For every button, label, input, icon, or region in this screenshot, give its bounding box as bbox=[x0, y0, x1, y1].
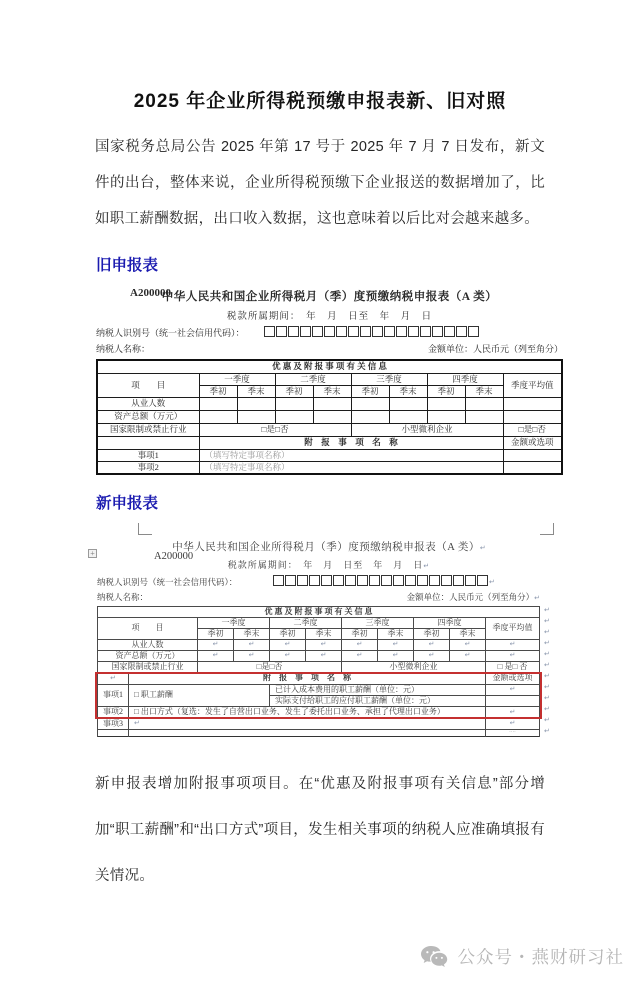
empty-cell: ↵ bbox=[486, 685, 540, 696]
item2-placeholder: （填写特定事项名称） bbox=[199, 461, 503, 474]
empty-cell: ↵ bbox=[486, 707, 540, 719]
item1-detail-costed-compensation: 已计入成本费用的职工薪酬（单位：元） bbox=[270, 685, 486, 696]
empty-cell: ↵ bbox=[270, 651, 306, 662]
table-section-header: 优 惠 及 附 报 事 项 有 关 信 息 bbox=[98, 607, 540, 618]
row-label-item1: 事项1 bbox=[97, 449, 199, 461]
return-mark: ↵ bbox=[423, 562, 431, 570]
col-header-q3: 三季度 bbox=[351, 373, 427, 385]
watermark-text: 公众号・燕财研习社 bbox=[457, 947, 624, 967]
restricted-yes-no-checkboxes: □是□否 bbox=[198, 662, 342, 673]
empty-cell: ↵ bbox=[98, 673, 129, 685]
restricted-yes-no-checkboxes: □是□否 bbox=[199, 423, 351, 436]
empty-cell: ↵ bbox=[378, 640, 414, 651]
row-label-item2: 事项2 bbox=[97, 461, 199, 474]
empty-cell bbox=[313, 397, 351, 410]
empty-cell: ↵ bbox=[342, 640, 378, 651]
unit-note: 金额单位：人民币元（列至角分） bbox=[427, 344, 563, 354]
col-subheader-begin: 季初 bbox=[351, 385, 389, 397]
cutoff-cell bbox=[98, 730, 129, 737]
old-form-table bbox=[96, 359, 563, 475]
col-subheader-begin: 季初 bbox=[199, 385, 237, 397]
period-text: 税款所属期间： 年 月 日至 年 月 日 bbox=[227, 560, 424, 570]
old-form-taxpayer-name-line bbox=[96, 342, 563, 355]
old-form-code: A200000 bbox=[130, 287, 171, 299]
new-form-title: 中华人民共和国企业所得税月（季）度预缴纳税申报表（A 类） bbox=[172, 542, 480, 553]
item1-placeholder: （填写特定事项名称） bbox=[199, 449, 503, 461]
return-mark: ↵ bbox=[534, 594, 540, 602]
empty-cell: ↵ bbox=[450, 640, 486, 651]
empty-cell bbox=[503, 461, 562, 474]
empty-cell bbox=[465, 410, 503, 423]
return-mark: ↵ bbox=[489, 577, 495, 586]
empty-cell bbox=[503, 449, 562, 461]
old-form-period-line: 税款所属期间： 年 月 日至 年 月 日 bbox=[226, 312, 433, 322]
appendix-header: 附 报 事 项 名 称 bbox=[199, 436, 503, 449]
empty-cell bbox=[237, 410, 275, 423]
empty-cell bbox=[427, 397, 465, 410]
empty-cell bbox=[97, 436, 199, 449]
row-label-employees: 从业人数 bbox=[98, 640, 198, 651]
taxpayer-id-boxes bbox=[264, 326, 480, 339]
row-label-restricted-industry: 国家限制或禁止行业 bbox=[97, 423, 199, 436]
empty-cell: ↵ bbox=[270, 640, 306, 651]
empty-cell: ↵ bbox=[306, 640, 342, 651]
new-form-code: A200000 bbox=[154, 551, 194, 562]
col-subheader-begin: 季初 bbox=[270, 629, 306, 640]
unit-note bbox=[407, 591, 540, 603]
empty-cell bbox=[427, 410, 465, 423]
unit-note-text: 金额单位：人民币元（列至角分） bbox=[406, 592, 535, 602]
empty-cell: ↵ bbox=[486, 651, 540, 662]
empty-cell: ↵ bbox=[414, 651, 450, 662]
row-label-assets: 资产总额（万元） bbox=[98, 651, 198, 662]
empty-cell: ↵ bbox=[234, 651, 270, 662]
col-header-quarter-average: 季度平均值 bbox=[503, 373, 562, 397]
empty-cell bbox=[237, 397, 275, 410]
col-header-amount-option: 金额或选项 bbox=[503, 436, 562, 449]
empty-cell bbox=[486, 696, 540, 707]
item1-name-employee-compensation: □ 职工薪酬 bbox=[129, 685, 270, 707]
empty-cell bbox=[275, 397, 313, 410]
appendix-header: 附 报 事 项 名 称 bbox=[129, 673, 486, 685]
small-micro-yes-no-checkboxes: □ 是□ 否 bbox=[486, 662, 540, 673]
old-form-header bbox=[96, 287, 563, 305]
item2-name-export-mode: □ 出口方式（复选：发生了自营出口业务、发生了委托出口业务、承担了代理出口业务） bbox=[129, 707, 486, 719]
page-crop-mark-left bbox=[138, 523, 152, 535]
empty-cell bbox=[313, 410, 351, 423]
empty-cell: ↵ bbox=[414, 640, 450, 651]
empty-cell bbox=[275, 410, 313, 423]
watermark-footer bbox=[420, 944, 625, 969]
old-form-taxpayer-id-line bbox=[96, 326, 563, 339]
col-header-q4: 四季度 bbox=[427, 373, 503, 385]
row-label-employees: 从业人数 bbox=[97, 397, 199, 410]
small-micro-yes-no-checkboxes: □是□否 bbox=[503, 423, 562, 436]
empty-cell: ↵ bbox=[198, 651, 234, 662]
wechat-icon bbox=[420, 945, 450, 969]
empty-cell bbox=[503, 397, 562, 410]
section-label-old-form: 旧申报表 bbox=[96, 257, 159, 274]
empty-cell: ↵ bbox=[342, 651, 378, 662]
col-header-item: 项 目 bbox=[98, 618, 198, 640]
col-header-item: 项 目 bbox=[97, 373, 199, 397]
item1-detail-paid-compensation: 实际支付给职工的应付职工薪酬（单位：元） bbox=[270, 696, 486, 707]
col-subheader-end: 季末 bbox=[450, 629, 486, 640]
return-mark: ↵ bbox=[479, 544, 486, 552]
taxpayer-name-label: 纳税人名称： bbox=[96, 344, 151, 354]
col-header-q1: 一季度 bbox=[198, 618, 270, 629]
new-form-table-area bbox=[97, 606, 550, 737]
col-subheader-begin: 季初 bbox=[342, 629, 378, 640]
col-header-q2: 二季度 bbox=[270, 618, 342, 629]
col-subheader-begin: 季初 bbox=[414, 629, 450, 640]
paragraph-mark-rail: ↵ ↵ ↵ ↵ ↵ ↵ ↵ ↵ ↵ ↵ ↵ ↵ bbox=[544, 606, 550, 735]
col-subheader-end: 季末 bbox=[306, 629, 342, 640]
new-form-header bbox=[88, 537, 570, 562]
new-form-table bbox=[97, 606, 540, 737]
col-subheader-end: 季末 bbox=[313, 385, 351, 397]
row-label-small-micro-enterprise: 小型微利企业 bbox=[351, 423, 503, 436]
row-label-assets: 资产总额（万元） bbox=[97, 410, 199, 423]
col-header-q1: 一季度 bbox=[199, 373, 275, 385]
new-form-taxpayer-id-line bbox=[97, 575, 570, 588]
col-subheader-begin: 季初 bbox=[198, 629, 234, 640]
row-label-item1: 事项1 bbox=[98, 685, 129, 707]
new-declaration-form bbox=[88, 523, 570, 737]
row-label-restricted-industry: 国家限制或禁止行业 bbox=[98, 662, 198, 673]
conclusion-paragraph: 新申报表增加附报事项项目。在“优惠及附报事项有关信息”部分增加“职工薪酬”和“出口方式”项目，发生相关事项的纳税人应准确填报有关情况。 bbox=[95, 776, 545, 884]
col-header-q3: 三季度 bbox=[342, 618, 414, 629]
col-header-quarter-average: 季度平均值 bbox=[486, 618, 540, 640]
empty-cell: ↵ bbox=[198, 640, 234, 651]
old-form-title: 中华人民共和国企业所得税月（季）度预缴纳税申报表（A 类） bbox=[161, 291, 498, 303]
empty-cell bbox=[199, 397, 237, 410]
intro-paragraph: 国家税务总局公告 2025 年第 17 号于 2025 年 7 月 7 日发布，新文件的出台，整体来说，企业所得税预缴下企业报送的数据增加了，比如职工薪酬数据，出口收入数据，这也意味着以后比对会越来越多。 bbox=[95, 139, 545, 227]
taxpayer-name-label: 纳税人名称： bbox=[97, 592, 149, 602]
empty-cell bbox=[351, 397, 389, 410]
col-subheader-end: 季末 bbox=[378, 629, 414, 640]
row-label-item3: 事项3 bbox=[98, 719, 129, 730]
page-title: 2025 年企业所得税预缴申报表新、旧对照 bbox=[133, 91, 507, 112]
old-declaration-form bbox=[96, 287, 563, 475]
table-move-handle-icon: + bbox=[88, 549, 97, 558]
page-crop-mark-right bbox=[540, 523, 554, 535]
col-header-q4: 四季度 bbox=[414, 618, 486, 629]
empty-cell: ↵ bbox=[486, 719, 540, 730]
empty-cell bbox=[351, 410, 389, 423]
col-header-amount-option: 金额或选项 bbox=[486, 673, 540, 685]
col-subheader-begin: 季初 bbox=[275, 385, 313, 397]
empty-cell bbox=[389, 410, 427, 423]
empty-cell bbox=[389, 397, 427, 410]
col-subheader-end: 季末 bbox=[234, 629, 270, 640]
cutoff-cell bbox=[129, 730, 486, 737]
row-label-small-micro-enterprise: 小型微利企业 bbox=[342, 662, 486, 673]
new-form-taxpayer-name-line bbox=[97, 591, 540, 603]
empty-cell: ↵ bbox=[486, 640, 540, 651]
col-header-q2: 二季度 bbox=[275, 373, 351, 385]
col-subheader-end: 季末 bbox=[465, 385, 503, 397]
empty-cell bbox=[199, 410, 237, 423]
empty-cell bbox=[465, 397, 503, 410]
empty-cell: ↵ bbox=[129, 719, 486, 730]
taxpayer-id-boxes bbox=[273, 575, 489, 588]
cutoff-cell: ···· bbox=[486, 730, 540, 737]
empty-cell: ↵ bbox=[450, 651, 486, 662]
row-label-item2: 事项2 bbox=[98, 707, 129, 719]
empty-cell bbox=[503, 410, 562, 423]
col-subheader-end: 季末 bbox=[237, 385, 275, 397]
section-label-new-form: 新申报表 bbox=[96, 495, 159, 512]
empty-cell: ↵ bbox=[378, 651, 414, 662]
table-section-header: 优 惠 及 附 报 事 项 有 关 信 息 bbox=[97, 360, 562, 373]
taxpayer-id-label: 纳税人识别号（统一社会信用代码）： bbox=[96, 328, 245, 338]
col-subheader-begin: 季初 bbox=[427, 385, 465, 397]
taxpayer-id-label: 纳税人识别号（统一社会信用代码）： bbox=[97, 576, 238, 587]
col-subheader-end: 季末 bbox=[389, 385, 427, 397]
empty-cell: ↵ bbox=[234, 640, 270, 651]
empty-cell: ↵ bbox=[306, 651, 342, 662]
